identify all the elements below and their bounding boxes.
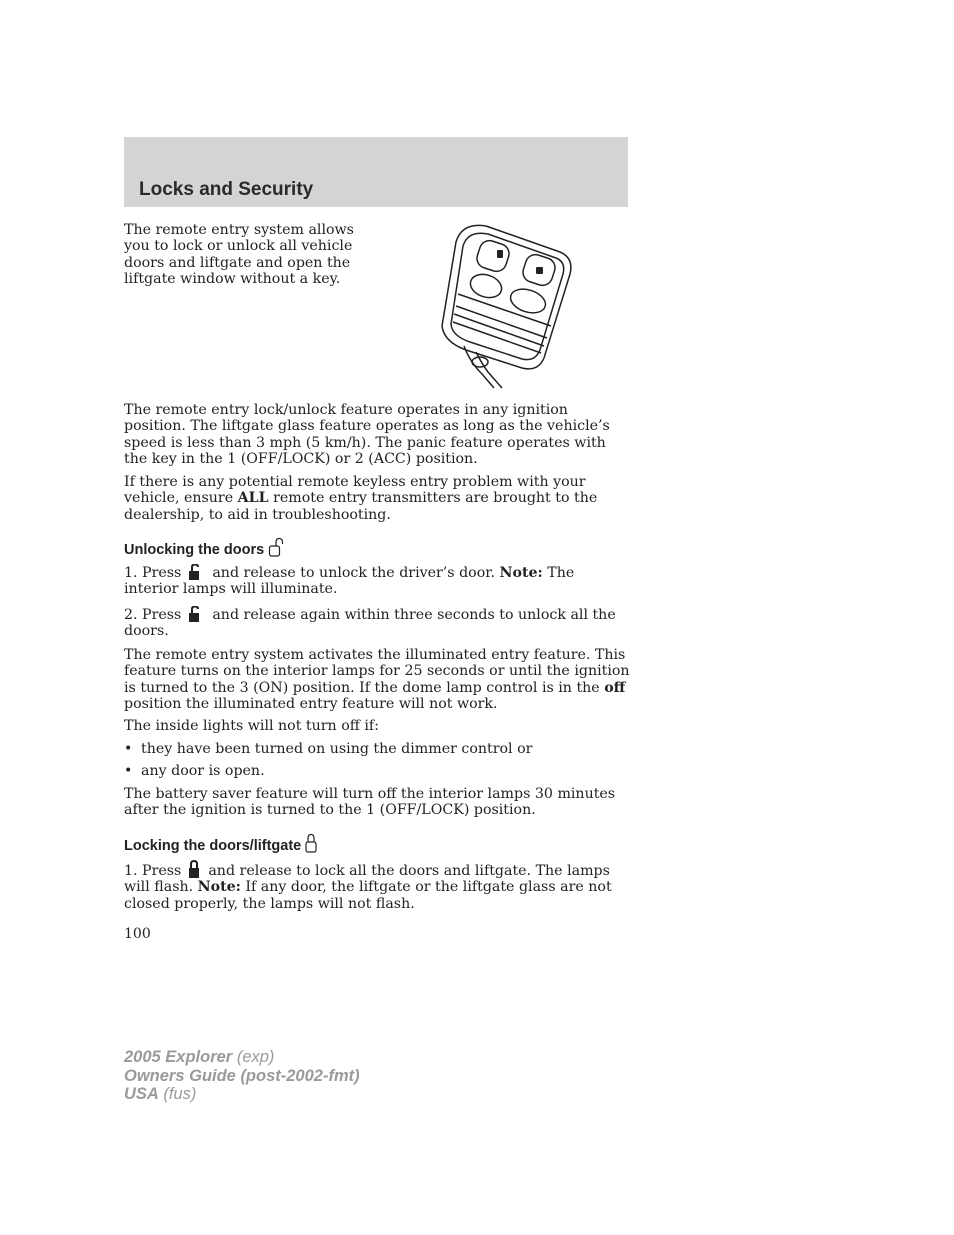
footer-model: 2005 Explorer	[124, 1048, 233, 1066]
lock-icon	[186, 860, 204, 878]
footer-model-code: (exp)	[232, 1048, 275, 1066]
footer-line-2	[124, 1067, 360, 1086]
operation-paragraph: The remote entry lock/unlock feature operates in any ignition position. The liftgate glass feature operates as long as the vehicle’s speed is less than 3 mph (5 km/h). The panic feature operates with the key in the 1 (OFF/LOCK) or 2 (ACC) position.	[124, 402, 610, 468]
footer-guide: Owners Guide (post-2002-fmt)	[124, 1066, 360, 1085]
unlock-icon	[186, 606, 208, 622]
unlock-step2-b: and release again within three seconds to unlock all the doors.	[124, 607, 616, 640]
illuminated-text-b: position the illuminated entry feature will not work.	[124, 696, 498, 713]
illuminated-text-bold: off	[604, 679, 626, 696]
footer-line-3	[124, 1085, 360, 1104]
intro-paragraph: The remote entry system allows you to lock or unlock all vehicle doors and liftgate and open the liftgate window without a key.	[124, 222, 354, 288]
unlock-heading-text: Unlocking the doors	[124, 542, 265, 558]
section-title: Locks and Security	[139, 179, 314, 200]
list-item-text: they have been turned on using the dimmer control or	[141, 741, 533, 757]
unlock-step1-c: The interior lamps will illuminate.	[124, 565, 575, 598]
list-item-text: any door is open.	[141, 763, 265, 779]
dealership-text-b: remote entry transmitters are brought to the dealership, to aid in troubleshooting.	[124, 490, 598, 523]
list-item: • they have been turned on using the dimmer control or	[124, 741, 533, 757]
dealership-text-a: If there is any potential remote keyless entry problem with your vehicle, ensure	[124, 474, 586, 507]
lock-heading-text: Locking the doors/liftgate	[124, 838, 302, 854]
lock-step1-b: and release to lock all the doors and liftgate. The lamps will flash.	[124, 863, 610, 896]
unlock-outline-icon	[268, 537, 284, 557]
battery-saver-paragraph: The battery saver feature will turn off the interior lamps 30 minutes after the ignition is turned to the 1 (OFF/LOCK) position.	[124, 786, 616, 819]
lock-step1-c: If any door, the liftgate or the liftgate glass are not closed properly, the lamps will not flash.	[124, 879, 612, 912]
unlock-step-2	[124, 606, 630, 640]
lights-condition-paragraph: The inside lights will not turn off if:	[124, 718, 379, 734]
lock-step-1	[124, 860, 630, 912]
unlock-step1-note: Note:	[499, 565, 543, 581]
document-footer	[124, 1048, 360, 1104]
dealership-paragraph	[124, 474, 630, 523]
section-header-band	[124, 137, 628, 207]
page-number: 100	[124, 926, 151, 942]
unlock-icon	[186, 564, 208, 580]
illuminated-text-a: The remote entry system activates the illuminated entry feature. This feature turns on the interior lamps for 25 seconds or until the ignition is turned to the 3 (ON) position. If the dome lamp control is in the	[124, 647, 630, 696]
illuminated-entry-paragraph	[124, 647, 630, 713]
unlock-step2-a: 2. Press	[124, 607, 186, 623]
unlock-step1-b: and release to unlock the driver’s door.	[207, 565, 500, 581]
unlock-heading	[124, 537, 284, 558]
lock-step1-a: 1. Press	[124, 863, 186, 879]
footer-market: USA	[124, 1085, 159, 1103]
unlock-step1-a: 1. Press	[124, 565, 186, 581]
footer-market-code: (fus)	[158, 1085, 197, 1103]
lock-outline-icon	[305, 833, 317, 853]
dealership-text-bold: ALL	[237, 490, 269, 507]
unlock-step-1	[124, 564, 630, 598]
list-item: • any door is open.	[124, 763, 265, 779]
lock-step1-note: Note:	[197, 879, 241, 896]
lock-heading	[124, 833, 317, 854]
key-fob-illustration	[436, 222, 576, 390]
footer-line-1	[124, 1048, 360, 1067]
